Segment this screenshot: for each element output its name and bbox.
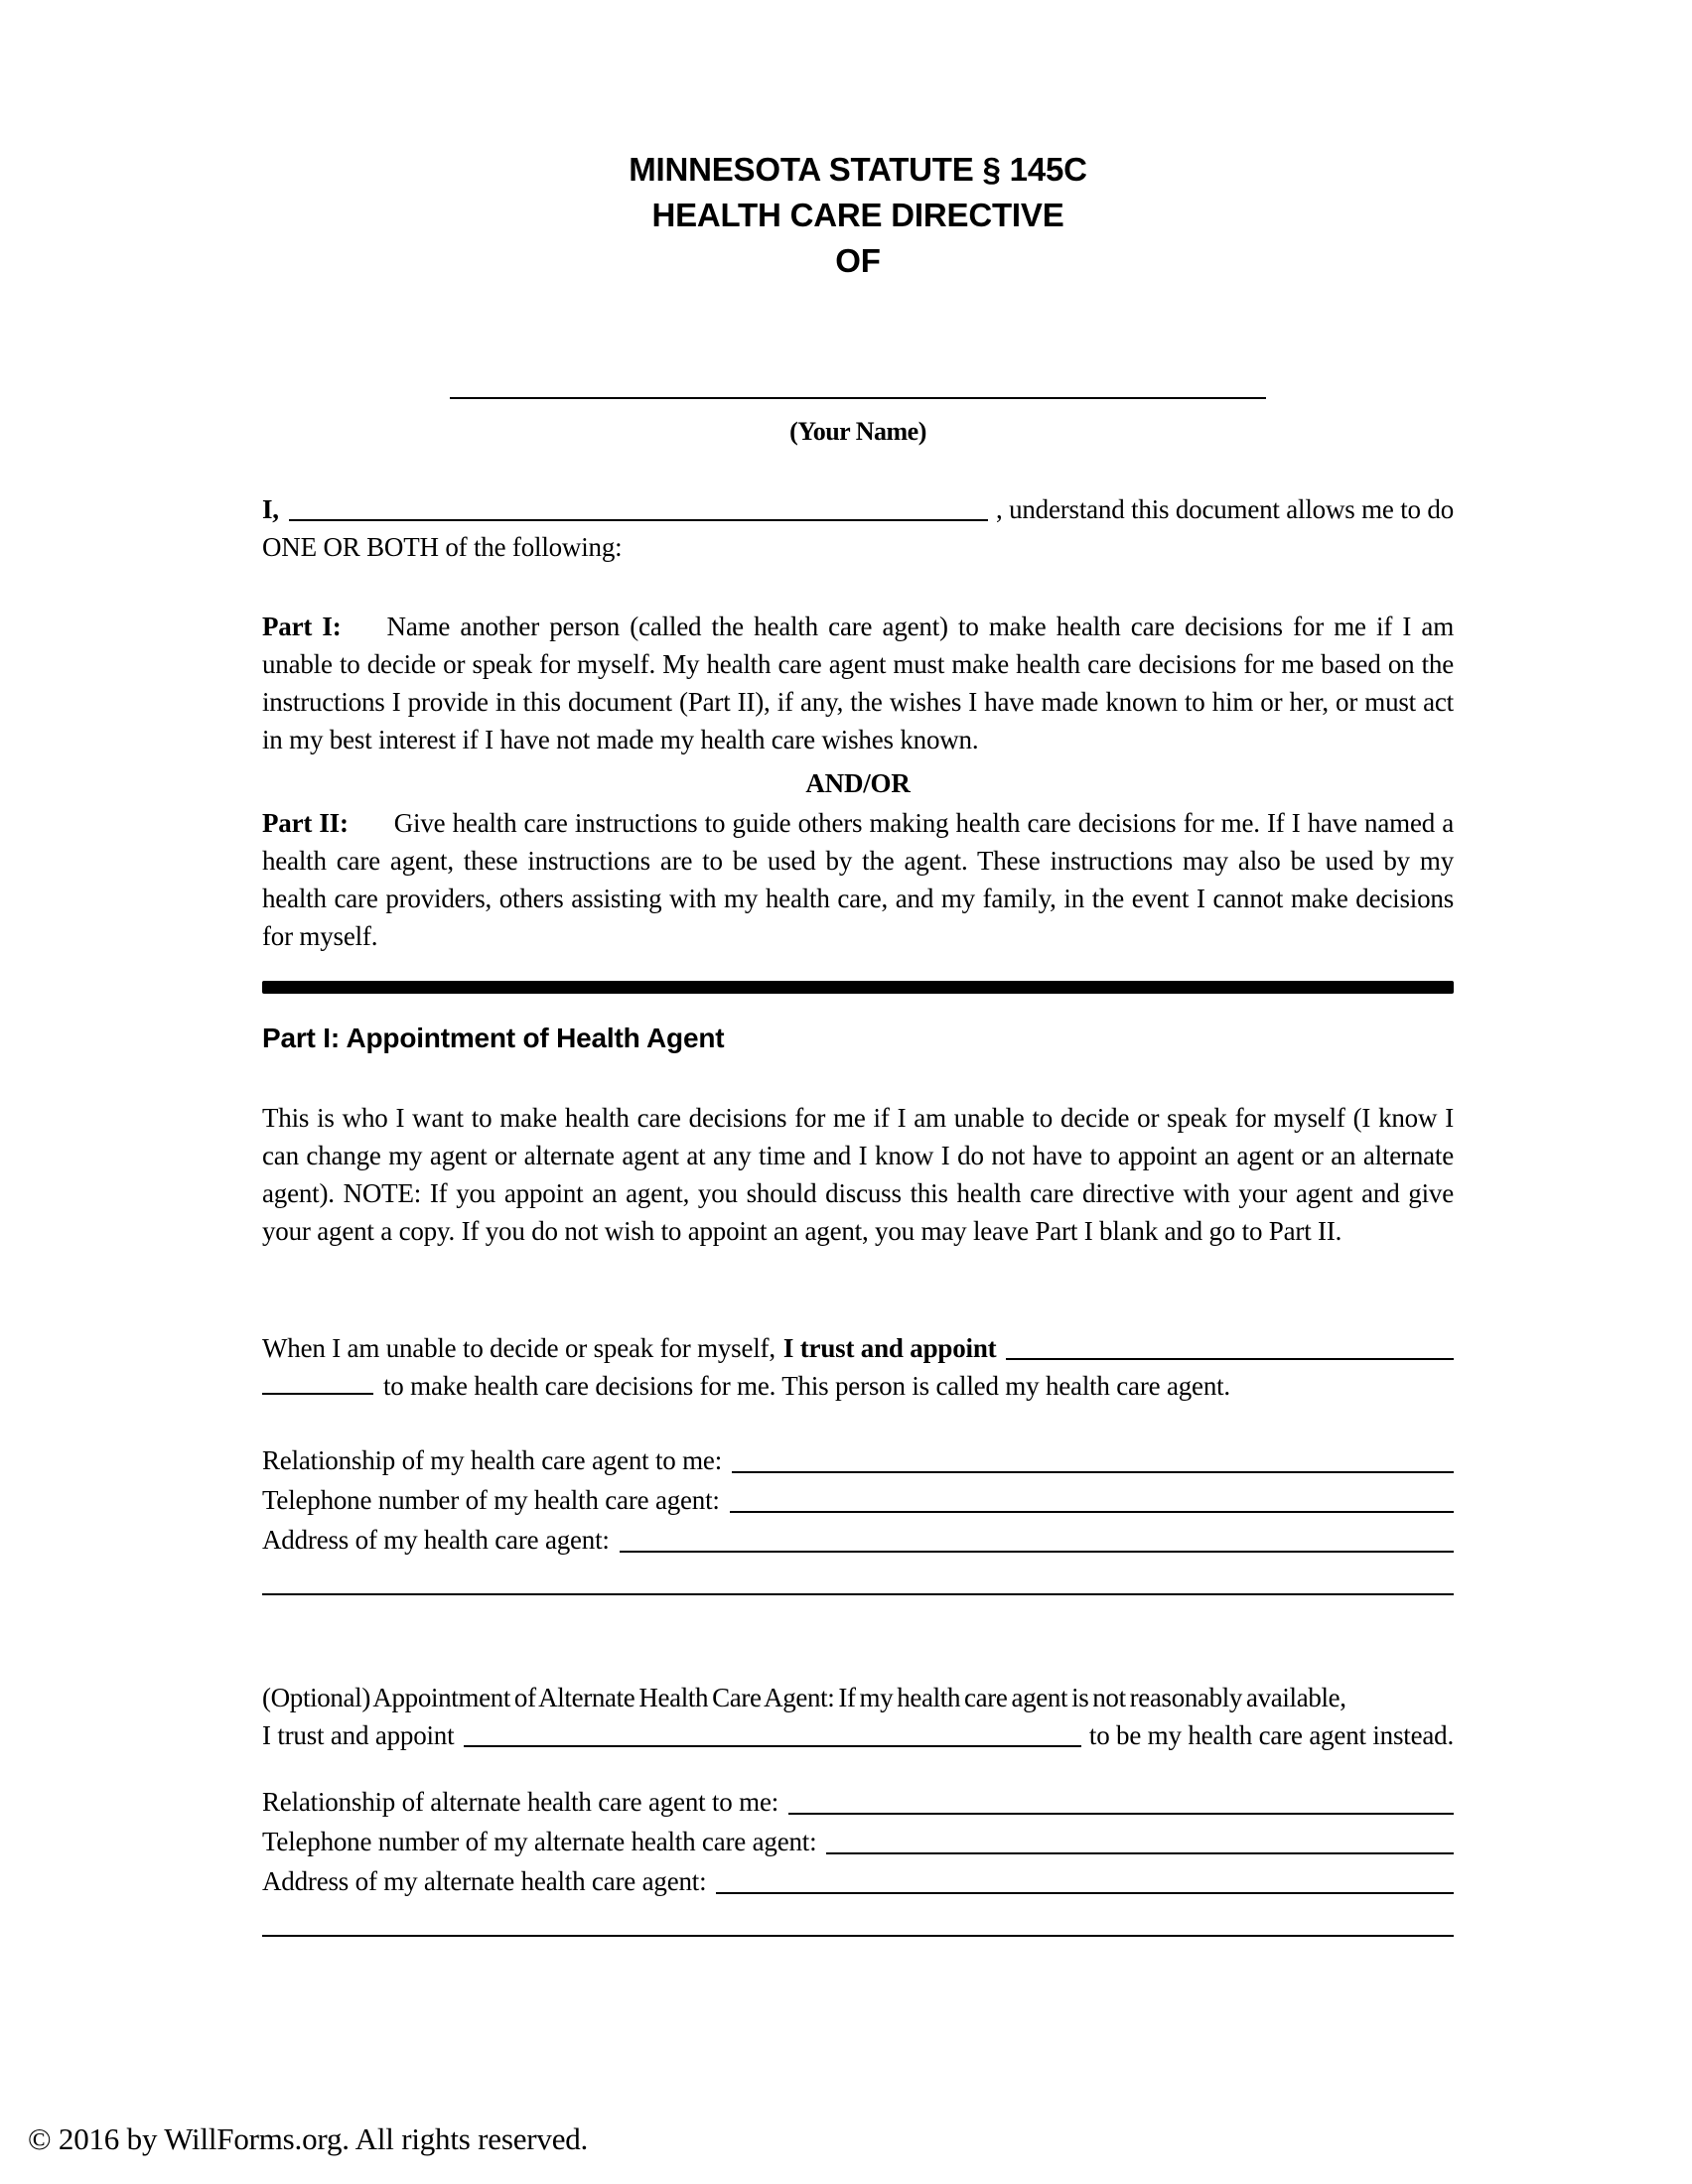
agent-telephone-field (262, 1480, 1454, 1520)
part1-label: Part I: (262, 612, 342, 641)
agent-address-field (262, 1520, 1454, 1560)
your-name-blank-line (450, 397, 1266, 399)
and-or-separator: AND/OR (805, 768, 911, 798)
declarant-prefix: I, (262, 494, 279, 524)
alternate-address-field (262, 1861, 1454, 1901)
alternate-appoint-suffix: to be my health care agent instead. (1088, 1720, 1454, 1750)
alternate-appoint-prefix: I trust and appoint (262, 1720, 455, 1750)
agent-name-blank-2 (262, 1393, 373, 1395)
appoint-suffix: to make health care decisions for me. This person is called my health care agent. (383, 1371, 1230, 1401)
part1-heading: Part I: Appointment of Health Agent (262, 1023, 725, 1053)
alternate-appoint-line (262, 1716, 1454, 1754)
alternate-relationship-field (262, 1782, 1454, 1822)
section-divider (262, 981, 1454, 994)
intro-paragraph (262, 490, 1454, 566)
alternate-telephone-field (262, 1822, 1454, 1861)
agent-relationship-blank (732, 1471, 1454, 1473)
alternate-address-blank (716, 1892, 1454, 1894)
alternate-address-continuation-line (262, 1935, 1454, 1937)
agent-appointment-line-2 (262, 1367, 1454, 1405)
document-title (262, 147, 1454, 284)
alternate-telephone-label: Telephone number of my alternate health care agent: (262, 1827, 817, 1856)
declarant-line (262, 490, 1454, 528)
part2-summary-text: Give health care instructions to guide others making health care decisions for me. If I have named a health care agent, these instructions are to be used by the agent. These instructions may also be used by my health care providers, others assisting with my health care, and my family, in the event I cannot make decisions for myself. (262, 808, 1454, 951)
alternate-telephone-blank (826, 1852, 1454, 1854)
your-name-block (262, 371, 1454, 451)
alternate-agent-appointment (262, 1679, 1454, 1754)
your-name-caption: (Your Name) (789, 417, 926, 446)
alternate-relationship-blank (788, 1813, 1454, 1815)
agent-appointment-line-1 (262, 1329, 1454, 1367)
part1-summary (262, 608, 1454, 758)
part2-label: Part II: (262, 808, 349, 838)
agent-name-blank-1 (1006, 1358, 1454, 1360)
alternate-relationship-label: Relationship of alternate health care agent to me: (262, 1787, 779, 1817)
agent-address-label: Address of my health care agent: (262, 1525, 610, 1555)
agent-telephone-label: Telephone number of my health care agent: (262, 1485, 720, 1515)
appoint-bold: I trust and appoint (782, 1333, 997, 1363)
appoint-prefix: When I am unable to decide or speak for myself, (262, 1333, 776, 1363)
part1-intro: This is who I want to make health care decisions for me if I am unable to decide or speak for myself (I know I can change my agent or alternate agent at any time and I know I do not have to appoint an agent or an alternate agent). NOTE: If you appoint an agent, you should discuss this health care directive with your agent and give your agent a copy. If you do not wish to appoint an agent, you may leave Part I blank and go to Part II. (262, 1103, 1454, 1246)
document-title-line-1: MINNESOTA STATUTE § 145C (629, 151, 1087, 188)
alternate-agent-fields (262, 1782, 1454, 1937)
alternate-agent-name-blank (464, 1745, 1080, 1747)
document-title-line-2: HEALTH CARE DIRECTIVE (651, 197, 1064, 233)
document-title-line-3: OF (835, 242, 881, 279)
agent-relationship-field (262, 1440, 1454, 1480)
declarant-suffix: , understand this document allows me to do (995, 494, 1454, 524)
one-or-both-line: ONE OR BOTH of the following: (262, 532, 623, 562)
agent-telephone-blank (730, 1511, 1454, 1513)
part1-summary-text: Name another person (called the health care agent) to make health care decisions for me if I am unable to decide or speak for myself. My health care agent must make health care decisions for me based on the instructions I provide in this document (Part II), if any, the wishes I have made known to him or her, or must act in my best interest if I have not made my health care wishes known. (262, 612, 1454, 754)
alternate-intro-line: (Optional) Appointment of Alternate Health Care Agent: If my health care agent is not reasonably available, (262, 1683, 1346, 1712)
agent-address-continuation-line (262, 1593, 1454, 1595)
agent-fields (262, 1440, 1454, 1595)
agent-address-blank (620, 1551, 1454, 1553)
agent-relationship-label: Relationship of my health care agent to me: (262, 1445, 723, 1475)
agent-appointment (262, 1329, 1454, 1405)
footer-copyright: © 2016 by WillForms.org. All rights reserved. (28, 2121, 589, 2156)
part2-summary (262, 804, 1454, 955)
declarant-name-blank (289, 519, 988, 521)
alternate-address-label: Address of my alternate health care agent: (262, 1866, 707, 1896)
